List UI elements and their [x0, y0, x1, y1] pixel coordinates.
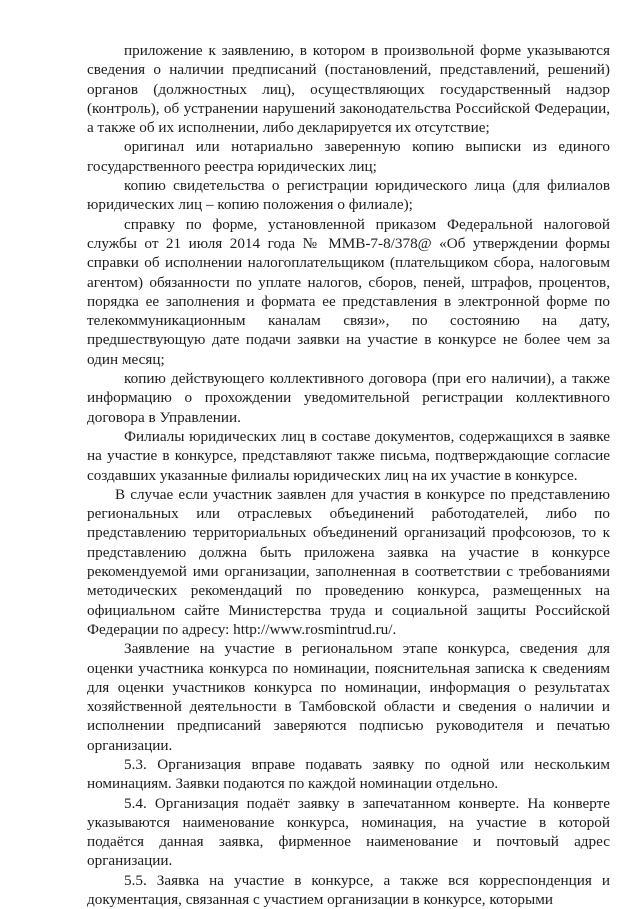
document-page [87, 41, 610, 909]
paragraph-nomination-by-associations: В случае если участник заявлен для участия в конкурсе по представлению региональных или отраслевых объединений работодателей, либо по представлению территориальных объединений организаций профсоюзов, то к представлению должна быть приложена заявка на участие в конкурсе рекомендуемой ими организации, заполненная в соответствии с требованиями методических рекомендаций по проведению конкурса, размещенных на официальном сайте Министерства труда и социальной защиты Российской Федерации по адресу: http://www.rosmintrud.ru/. [87, 485, 610, 638]
paragraph-branches: Филиалы юридических лиц в составе документов, содержащихся в заявке на участие в конкурсе, представляют также письма, подтверждающие согласие создавших указанные филиалы юридических лиц на их участие в конкурсе. [87, 427, 610, 484]
paragraph-5-4: 5.4. Организация подаёт заявку в запечатанном конверте. На конверте указываются наименование конкурса, номинация, на участие в которой подаётся данная заявка, фирменное наименование и почтовый адрес организации. [87, 794, 610, 870]
paragraph-registry-extract: оригинал или нотариально заверенную копию выписки из единого государственного реестра юридических лиц; [87, 138, 610, 175]
paragraph-registration-certificate: копию свидетельства о регистрации юридического лица (для филиалов юридических лиц – копию положения о филиале); [87, 177, 610, 214]
paragraph-signature-and-seal: Заявление на участие в региональном этапе конкурса, сведения для оценки участника конкурса по номинации, пояснительная записка к сведениям для оценки участников конкурса по номинации, информация о результатах хозяйственной деятельности в Тамбовской области и сведения о наличии и исполнении предписаний заверяются подписью руководителя и печатью организации. [87, 640, 610, 754]
paragraph-collective-agreement: копию действующего коллективного договора (при его наличии), а также информацию о прохождении уведомительной регистрации коллективного договора в Управлении. [87, 370, 610, 426]
paragraph-5-3: 5.3. Организация вправе подавать заявку по одной или нескольким номинациям. Заявки подаются по каждой номинации отдельно. [87, 755, 610, 793]
paragraph-tax-certificate: справку по форме, установленной приказом Федеральной налоговой службы от 21 июля 2014 года № ММВ-7-8/378@ «Об утверждении формы справки об исполнении налогоплательщиком (плательщиком сбора, налоговым агентом) обязанности по уплате налогов, сборов, пеней, штрафов, процентов, порядка ее заполнения и формата ее представления в электронной форме по телекоммуникационным каналам связи», по состоянию на дату, предшествующую дате подачи заявки на участие в конкурсе не более чем за один месяц; [87, 215, 610, 368]
paragraph-5-5: 5.5. Заявка на участие в конкурсе, а также вся корреспонденция и документация, связанная с участием организации в конкурсе, которыми [87, 871, 610, 909]
paragraph-attachment-to-application: приложение к заявлению, в котором в произвольной форме указываются сведения о наличии предписаний (постановлений, представлений, решений) органов (должностных лиц), осуществляющих государственный надзор (контроль), об устранении нарушений законодательства Российской Федерации, а также об их исполнении, либо декларируется их отсутствие; [87, 42, 610, 137]
